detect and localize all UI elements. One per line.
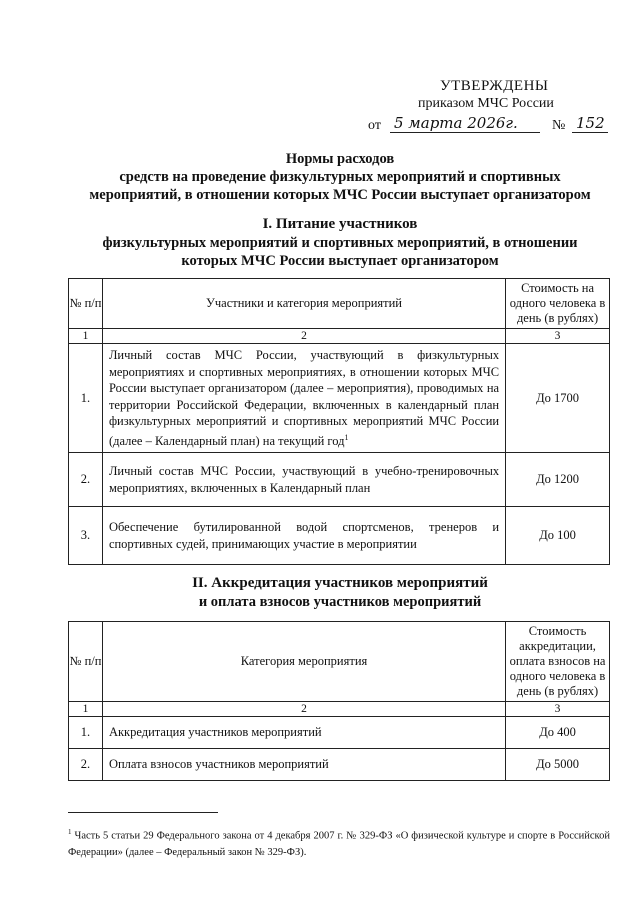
row-cost: До 5000 bbox=[506, 749, 610, 781]
doc-subtitle-line2: мероприятий, в отношении которых МЧС России выступает организатором bbox=[89, 187, 591, 203]
col-num-header: № п/п bbox=[69, 622, 103, 702]
row-desc: Обеспечение бутилированной водой спортсменов, тренеров и спортивных судей, принимающих участие в мероприятии bbox=[102, 507, 505, 565]
section2-title: II. Аккредитация участников мероприятий bbox=[192, 575, 488, 591]
table-index-row bbox=[69, 702, 610, 717]
number-prefix: № bbox=[552, 118, 566, 133]
footnote-text: Часть 5 статьи 29 Федерального закона от 4 декабря 2007 г. № 329-ФЗ «О физической культуре и спорте в Российской Федерации» (далее – Федеральный закон № 329-ФЗ). bbox=[68, 830, 610, 858]
row-cost: До 1700 bbox=[506, 344, 610, 453]
table-row bbox=[69, 344, 610, 453]
row-num: 2. bbox=[69, 453, 103, 507]
table-header-row bbox=[69, 279, 610, 329]
approval-order: приказом МЧС России bbox=[418, 96, 554, 111]
approval-date-line bbox=[368, 114, 608, 140]
row-cost: До 100 bbox=[506, 507, 610, 565]
row-num: 2. bbox=[69, 749, 103, 781]
approval-title: УТВЕРЖДЕНЫ bbox=[440, 78, 549, 94]
number-field bbox=[572, 112, 608, 133]
section1-title: I. Питание участников bbox=[262, 216, 418, 232]
col-num-header: № п/п bbox=[69, 279, 103, 329]
row-desc: Аккредитация участников мероприятий bbox=[102, 717, 505, 749]
number-handwritten: 152 bbox=[576, 114, 605, 132]
doc-title: Нормы расходов bbox=[285, 151, 395, 167]
index-cell: 3 bbox=[506, 329, 610, 344]
row-desc: Личный состав МЧС России, участвующий в учебно-тренировочных мероприятиях, включенных в Календарный план bbox=[102, 453, 505, 507]
date-handwritten: 5 марта 2026г. bbox=[394, 114, 518, 132]
table-row bbox=[69, 749, 610, 781]
row-num: 1. bbox=[69, 344, 103, 453]
table-index-row bbox=[69, 329, 610, 344]
table-row bbox=[69, 717, 610, 749]
row-num: 3. bbox=[69, 507, 103, 565]
section1-subtitle-line2: которых МЧС России выступает организатором bbox=[181, 253, 499, 269]
index-cell: 2 bbox=[102, 702, 505, 717]
row-desc-text: Личный состав МЧС России, участвующий в физкультурных мероприятиях и спортивных мероприятиях, в отношении которых МЧС России выступает организатором (далее – мероприятия), проводимых на территории Российской Федерации, включенных в календарный план физкультурных мероприятий и спортивных мероприятий МЧС России (далее – Календарный план) на текущий год bbox=[108, 348, 500, 448]
row-num: 1. bbox=[69, 717, 103, 749]
col-desc-header: Участники и категория мероприятий bbox=[102, 279, 505, 329]
table-row bbox=[69, 507, 610, 565]
index-cell: 1 bbox=[69, 702, 103, 717]
date-prefix: от bbox=[368, 118, 381, 133]
footnote-ref: 1 bbox=[344, 432, 349, 442]
index-cell: 1 bbox=[69, 329, 103, 344]
footnote-separator bbox=[68, 812, 218, 813]
section1-subtitle-line1: физкультурных мероприятий и спортивных мероприятий, в отношении bbox=[102, 235, 578, 251]
table-header-row bbox=[69, 622, 610, 702]
nutrition-table bbox=[68, 278, 610, 565]
section2-subtitle: и оплата взносов участников мероприятий bbox=[198, 594, 482, 610]
col-desc-header: Категория мероприятия bbox=[102, 622, 505, 702]
index-cell: 2 bbox=[102, 329, 505, 344]
index-cell: 3 bbox=[506, 702, 610, 717]
row-desc: Оплата взносов участников мероприятий bbox=[102, 749, 505, 781]
col-cost-header: Стоимость на одного человека в день (в рублях) bbox=[506, 279, 610, 329]
date-field bbox=[390, 112, 540, 133]
accreditation-table bbox=[68, 621, 610, 781]
footnote bbox=[68, 824, 610, 861]
col-cost-header: Стоимость аккредитации, оплата взносов на одного человека в день (в рублях) bbox=[506, 622, 610, 702]
row-cost: До 400 bbox=[506, 717, 610, 749]
row-cost: До 1200 bbox=[506, 453, 610, 507]
footnote-mark: 1 bbox=[68, 828, 72, 836]
doc-subtitle-line1: средств на проведение физкультурных мероприятий и спортивных bbox=[119, 169, 561, 185]
table-row bbox=[69, 453, 610, 507]
row-desc bbox=[102, 344, 505, 453]
